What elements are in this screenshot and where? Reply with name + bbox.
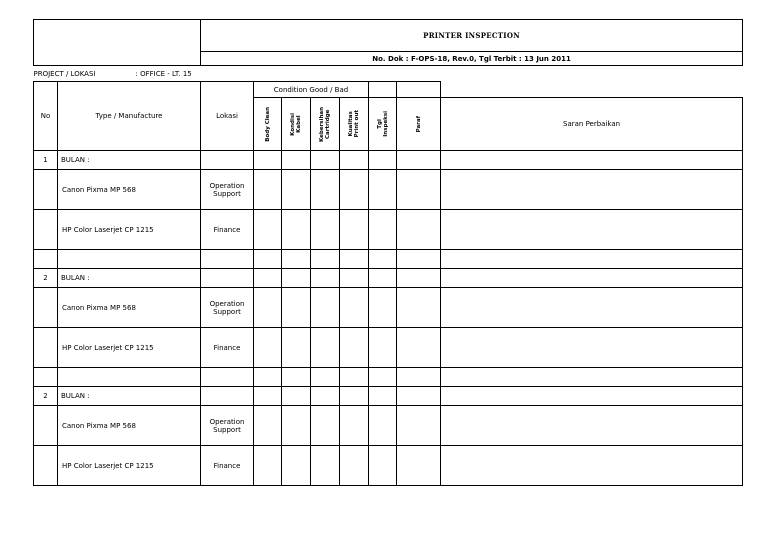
section-input-cell[interactable] (201, 387, 254, 406)
blank-cell[interactable] (340, 250, 369, 269)
section-input-cell[interactable] (369, 387, 397, 406)
header-body-clean: Body Clean (264, 106, 271, 142)
device-lokasi: Finance (201, 210, 254, 250)
inspection-input-cell[interactable] (340, 446, 369, 486)
header-tgl-inspeksi: Tgl Inspeksi (376, 111, 389, 137)
blank-cell[interactable] (441, 250, 743, 269)
blank-cell[interactable] (441, 368, 743, 387)
table-row (34, 446, 743, 486)
section-input-cell[interactable] (369, 151, 397, 170)
blank-cell[interactable] (282, 368, 311, 387)
device-lokasi: Operation Support (201, 288, 254, 328)
section-input-cell[interactable] (441, 151, 743, 170)
document-reference: No. Dok : F-OPS-18, Rev.0, Tgl Terbit : 13 Jun 2011 (201, 52, 743, 66)
section-input-cell[interactable] (282, 387, 311, 406)
inspection-input-cell[interactable] (441, 170, 743, 210)
section-input-cell[interactable] (254, 151, 282, 170)
section-input-cell[interactable] (254, 269, 282, 288)
section-input-cell[interactable] (201, 151, 254, 170)
inspection-input-cell[interactable] (311, 446, 340, 486)
header-kualitas-print: Kualitas Print out (348, 110, 360, 138)
blank-cell[interactable] (34, 250, 58, 269)
section-no: 2 (34, 269, 58, 288)
device-type: Canon Pixma MP 568 (58, 288, 201, 328)
header-no: No (34, 82, 58, 151)
section-label: BULAN : (58, 387, 201, 406)
section-input-cell[interactable] (397, 269, 441, 288)
header-blank-2 (397, 82, 441, 98)
row-no (34, 288, 58, 328)
logo-area (34, 20, 201, 66)
inspection-input-cell[interactable] (311, 170, 340, 210)
inspection-input-cell[interactable] (282, 210, 311, 250)
inspection-input-cell[interactable] (282, 406, 311, 446)
inspection-input-cell[interactable] (441, 210, 743, 250)
inspection-input-cell[interactable] (441, 446, 743, 486)
blank-row (34, 250, 743, 269)
blank-cell[interactable] (201, 250, 254, 269)
blank-cell[interactable] (282, 250, 311, 269)
blank-cell[interactable] (254, 250, 282, 269)
section-row (34, 269, 743, 288)
blank-cell[interactable] (311, 250, 340, 269)
inspection-input-cell[interactable] (282, 170, 311, 210)
blank-cell[interactable] (58, 368, 201, 387)
section-row (34, 151, 743, 170)
section-input-cell[interactable] (311, 269, 340, 288)
inspection-input-cell[interactable] (369, 210, 397, 250)
inspection-input-cell[interactable] (369, 406, 397, 446)
section-input-cell[interactable] (369, 269, 397, 288)
device-lokasi: Finance (201, 446, 254, 486)
blank-cell[interactable] (201, 368, 254, 387)
project-label: PROJECT / LOKASI (33, 69, 96, 78)
inspection-input-cell[interactable] (282, 446, 311, 486)
row-no (34, 406, 58, 446)
device-type: HP Color Laserjet CP 1215 (58, 210, 201, 250)
section-input-cell[interactable] (340, 151, 369, 170)
blank-cell[interactable] (34, 368, 58, 387)
inspection-input-cell[interactable] (282, 328, 311, 368)
row-no (34, 170, 58, 210)
inspection-input-cell[interactable] (397, 210, 441, 250)
inspection-input-cell[interactable] (340, 210, 369, 250)
device-lokasi: Finance (201, 328, 254, 368)
blank-cell[interactable] (369, 250, 397, 269)
inspection-input-cell[interactable] (254, 406, 282, 446)
inspection-input-cell[interactable] (441, 288, 743, 328)
section-input-cell[interactable] (311, 387, 340, 406)
header-blank-3 (441, 82, 743, 98)
inspection-input-cell[interactable] (311, 406, 340, 446)
table-row (34, 288, 743, 328)
section-no: 1 (34, 151, 58, 170)
inspection-input-cell[interactable] (311, 288, 340, 328)
blank-cell[interactable] (311, 368, 340, 387)
inspection-input-cell[interactable] (254, 328, 282, 368)
inspection-input-cell[interactable] (254, 288, 282, 328)
inspection-input-cell[interactable] (311, 210, 340, 250)
blank-row (34, 368, 743, 387)
project-spacer (254, 66, 743, 82)
row-no (34, 446, 58, 486)
inspection-input-cell[interactable] (340, 170, 369, 210)
inspection-form (33, 19, 743, 486)
inspection-input-cell[interactable] (397, 170, 441, 210)
table-row (34, 170, 743, 210)
device-lokasi: Operation Support (201, 406, 254, 446)
project-location (34, 66, 254, 82)
blank-cell[interactable] (369, 368, 397, 387)
inspection-input-cell[interactable] (441, 328, 743, 368)
header-blank-1 (369, 82, 397, 98)
blank-cell[interactable] (58, 250, 201, 269)
inspection-input-cell[interactable] (340, 406, 369, 446)
section-label: BULAN : (58, 269, 201, 288)
section-input-cell[interactable] (397, 151, 441, 170)
section-input-cell[interactable] (340, 387, 369, 406)
section-row (34, 387, 743, 406)
section-input-cell[interactable] (340, 269, 369, 288)
section-label: BULAN : (58, 151, 201, 170)
blank-cell[interactable] (254, 368, 282, 387)
section-input-cell[interactable] (441, 387, 743, 406)
device-type: HP Color Laserjet CP 1215 (58, 446, 201, 486)
header-paraf: Paraf (415, 115, 422, 133)
device-type: HP Color Laserjet CP 1215 (58, 328, 201, 368)
device-lokasi: Operation Support (201, 170, 254, 210)
inspection-input-cell[interactable] (369, 328, 397, 368)
inspection-input-cell[interactable] (397, 446, 441, 486)
inspection-input-cell[interactable] (311, 328, 340, 368)
inspection-input-cell[interactable] (441, 406, 743, 446)
row-no (34, 328, 58, 368)
inspection-input-cell[interactable] (397, 288, 441, 328)
page-title: PRINTER INSPECTION (201, 20, 743, 52)
table-row (34, 328, 743, 368)
blank-cell[interactable] (340, 368, 369, 387)
table-row (34, 210, 743, 250)
section-input-cell[interactable] (441, 269, 743, 288)
header-kondisi-kabel: Kondisi Kabel (290, 112, 302, 136)
header-lokasi: Lokasi (201, 82, 254, 151)
blank-cell[interactable] (397, 368, 441, 387)
section-input-cell[interactable] (282, 151, 311, 170)
blank-cell[interactable] (397, 250, 441, 269)
header-saran: Saran Perbaikan (441, 98, 743, 151)
inspection-input-cell[interactable] (369, 170, 397, 210)
section-input-cell[interactable] (201, 269, 254, 288)
project-value: : OFFICE - LT. 15 (135, 69, 192, 78)
inspection-input-cell[interactable] (369, 288, 397, 328)
device-type: Canon Pixma MP 568 (58, 406, 201, 446)
inspection-input-cell[interactable] (397, 406, 441, 446)
section-input-cell[interactable] (397, 387, 441, 406)
inspection-input-cell[interactable] (340, 288, 369, 328)
header-type: Type / Manufacture (58, 82, 201, 151)
inspection-input-cell[interactable] (369, 446, 397, 486)
inspection-input-cell[interactable] (254, 210, 282, 250)
inspection-input-cell[interactable] (282, 288, 311, 328)
inspection-input-cell[interactable] (340, 328, 369, 368)
header-condition: Condition Good / Bad (254, 82, 369, 98)
section-no: 2 (34, 387, 58, 406)
section-input-cell[interactable] (311, 151, 340, 170)
inspection-input-cell[interactable] (254, 446, 282, 486)
section-input-cell[interactable] (282, 269, 311, 288)
row-no (34, 210, 58, 250)
section-input-cell[interactable] (254, 387, 282, 406)
inspection-input-cell[interactable] (254, 170, 282, 210)
header-kebersihan-cartridge: Kebersihan Cartridge (319, 106, 331, 142)
device-type: Canon Pixma MP 568 (58, 170, 201, 210)
table-row (34, 406, 743, 446)
inspection-input-cell[interactable] (397, 328, 441, 368)
